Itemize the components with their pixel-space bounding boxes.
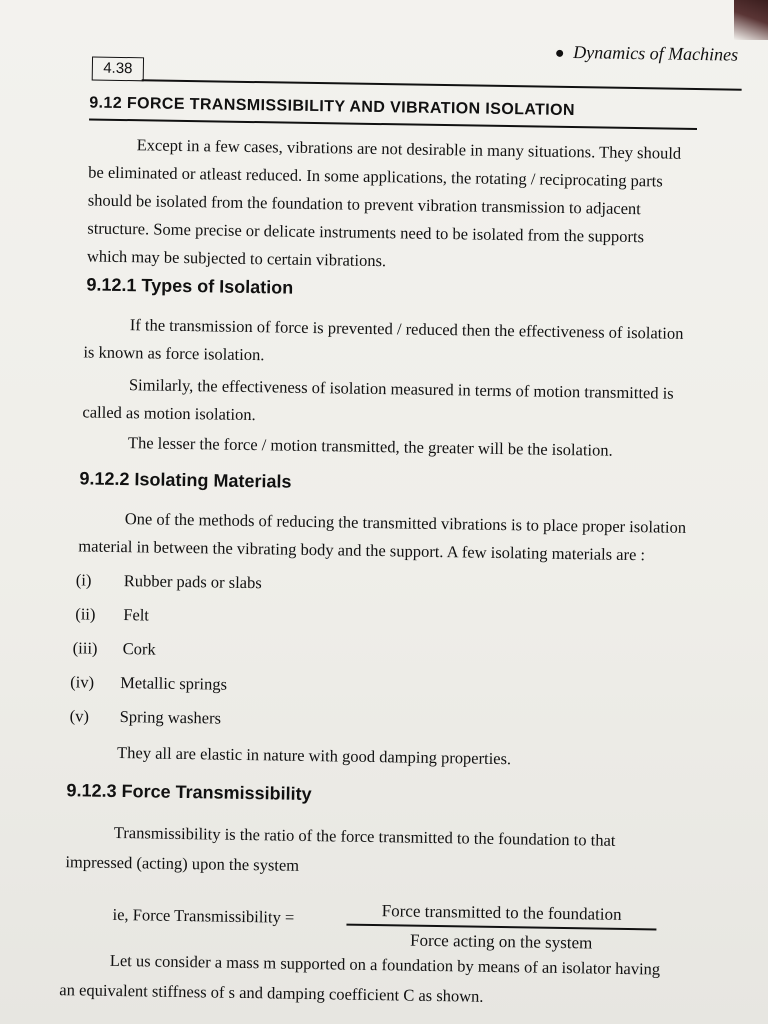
intro-line: should be isolated from the foundation to prevent vibration transmission to adjacent: [87, 190, 641, 219]
paragraph-line: material in between the vibrating body and the support. A few isolating materials are :: [78, 536, 646, 565]
paragraph-line: is known as force isolation.: [83, 342, 265, 365]
fraction-numerator: Force transmitted to the foundation: [381, 901, 622, 924]
heading-isolating-materials: 9.12.2 Isolating Materials: [79, 468, 292, 492]
book-title: Dynamics of Machines: [573, 42, 739, 65]
intro-line: structure. Some precise or delicate instruments need to be isolated from the supports: [87, 218, 645, 247]
list-number: (iii): [72, 638, 98, 658]
list-number: (iv): [70, 672, 95, 692]
section-title: 9.12 FORCE TRANSMISSIBILITY AND VIBRATION ISOLATION: [89, 94, 576, 120]
fraction-denominator: Force acting on the system: [409, 930, 593, 952]
paragraph-line: The lesser the force / motion transmitted, the greater will be the isolation.: [127, 433, 613, 460]
paragraph-line: If the transmission of force is prevented / reduced then the effectiveness of isolation: [129, 315, 684, 343]
heading-force-transmissibility: 9.12.3 Force Transmissibility: [66, 780, 312, 805]
list-number: (v): [69, 706, 90, 726]
intro-line: be eliminated or atleast reduced. In some applications, the rotating / reciprocating parts: [88, 162, 663, 191]
transmissibility-fraction: [346, 901, 657, 954]
intro-line: which may be subjected to certain vibrations.: [86, 246, 387, 271]
list-item: Rubber pads or slabs: [123, 571, 262, 593]
section-title-rule: [89, 118, 697, 130]
list-item: Cork: [122, 639, 156, 659]
bullet-icon: [556, 50, 563, 57]
intro-line: Except in a few cases, vibrations are not desirable in many situations. They should: [136, 135, 682, 163]
page-number: 4.38: [92, 57, 144, 82]
paragraph-line: One of the methods of reducing the transmitted vibrations is to place proper isolation: [124, 509, 687, 537]
list-item: Spring washers: [119, 707, 222, 728]
paragraph-line: Transmissibility is the ratio of the force transmitted to the foundation to that: [113, 822, 616, 850]
paragraph-line: called as motion isolation.: [82, 402, 256, 425]
header-rule: [142, 79, 742, 90]
equation-prefix: ie, Force Transmissibility =: [112, 904, 295, 927]
paragraph-line: Similarly, the effectiveness of isolation measured in terms of motion transmitted is: [128, 375, 674, 403]
running-header: [556, 42, 738, 66]
list-number: (ii): [75, 604, 96, 624]
list-number: (i): [75, 570, 92, 590]
heading-types-of-isolation: 9.12.1 Types of Isolation: [86, 274, 294, 298]
paragraph-line: impressed (acting) upon the system: [65, 852, 300, 875]
paragraph-line: They all are elastic in nature with good damping properties.: [116, 742, 512, 769]
list-item: Metallic springs: [120, 673, 228, 694]
list-item: Felt: [123, 605, 150, 625]
paragraph-line: an equivalent stiffness of s and damping coefficient C as shown.: [59, 980, 484, 1006]
paragraph-line: Let us consider a mass m supported on a foundation by means of an isolator having: [109, 950, 661, 979]
